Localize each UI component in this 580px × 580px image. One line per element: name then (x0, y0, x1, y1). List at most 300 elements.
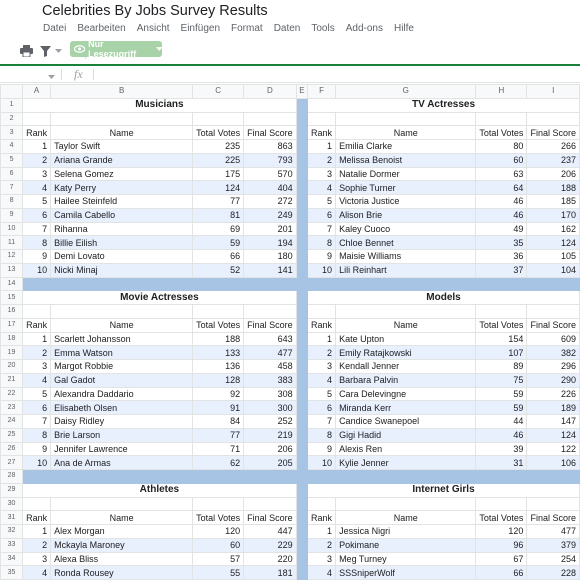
votes-header[interactable]: Total Votes (476, 318, 527, 332)
rank-header[interactable]: Rank (308, 511, 336, 525)
rank-cell[interactable]: 4 (308, 566, 336, 580)
score-cell[interactable]: 266 (527, 140, 580, 154)
cell[interactable] (193, 305, 244, 319)
score-cell[interactable]: 300 (244, 401, 297, 415)
score-cell[interactable]: 147 (527, 415, 580, 429)
rank-cell[interactable]: 6 (308, 208, 336, 222)
cell[interactable] (527, 305, 580, 319)
votes-cell[interactable]: 120 (476, 525, 527, 539)
row-header[interactable]: 17 (1, 318, 23, 332)
votes-cell[interactable]: 89 (476, 360, 527, 374)
name-cell[interactable]: Natalie Dormer (336, 167, 476, 181)
rank-cell[interactable]: 6 (23, 401, 51, 415)
menu-tools[interactable]: Tools (311, 23, 335, 34)
cell[interactable] (51, 305, 193, 319)
votes-cell[interactable]: 36 (476, 250, 527, 264)
rank-cell[interactable]: 7 (308, 222, 336, 236)
rank-cell[interactable]: 3 (23, 552, 51, 566)
votes-header[interactable]: Total Votes (476, 511, 527, 525)
rank-cell[interactable]: 2 (308, 346, 336, 360)
score-cell[interactable]: 404 (244, 181, 297, 195)
score-cell[interactable]: 254 (527, 552, 580, 566)
row-header[interactable]: 22 (1, 387, 23, 401)
name-cell[interactable]: Taylor Swift (51, 140, 193, 154)
score-cell[interactable]: 643 (244, 332, 297, 346)
rank-cell[interactable]: 10 (23, 263, 51, 277)
rank-header[interactable]: Rank (308, 126, 336, 140)
column-header-a[interactable]: A (23, 85, 51, 99)
votes-cell[interactable]: 77 (193, 195, 244, 209)
row-header[interactable]: 15 (1, 291, 23, 305)
rank-cell[interactable]: 3 (23, 360, 51, 374)
cell[interactable] (308, 497, 336, 511)
score-cell[interactable]: 447 (244, 525, 297, 539)
rank-cell[interactable]: 1 (308, 332, 336, 346)
rank-header[interactable]: Rank (308, 318, 336, 332)
column-header-e[interactable]: E (296, 85, 307, 99)
name-cell[interactable]: Hailee Steinfeld (51, 195, 193, 209)
rank-cell[interactable]: 7 (23, 222, 51, 236)
score-cell[interactable]: 229 (244, 538, 297, 552)
name-header[interactable]: Name (336, 126, 476, 140)
name-cell[interactable]: Demi Lovato (51, 250, 193, 264)
votes-cell[interactable]: 128 (193, 373, 244, 387)
rank-cell[interactable]: 4 (308, 373, 336, 387)
name-cell[interactable]: Barbara Palvin (336, 373, 476, 387)
votes-cell[interactable]: 60 (193, 538, 244, 552)
cell[interactable] (308, 112, 336, 126)
rank-cell[interactable]: 10 (308, 263, 336, 277)
name-header[interactable]: Name (51, 126, 193, 140)
score-cell[interactable]: 272 (244, 195, 297, 209)
name-cell[interactable]: Emilia Clarke (336, 140, 476, 154)
votes-cell[interactable]: 77 (193, 428, 244, 442)
score-cell[interactable]: 308 (244, 387, 297, 401)
cell[interactable] (51, 112, 193, 126)
votes-cell[interactable]: 91 (193, 401, 244, 415)
row-header[interactable]: 6 (1, 167, 23, 181)
score-cell[interactable]: 170 (527, 208, 580, 222)
menu-ansicht[interactable]: Ansicht (136, 23, 170, 34)
cell[interactable] (23, 305, 51, 319)
votes-cell[interactable]: 225 (193, 153, 244, 167)
rank-cell[interactable]: 5 (308, 195, 336, 209)
votes-cell[interactable]: 92 (193, 387, 244, 401)
score-cell[interactable]: 219 (244, 428, 297, 442)
name-cell[interactable]: Katy Perry (51, 181, 193, 195)
name-cell[interactable]: Pokimane (336, 538, 476, 552)
score-cell[interactable]: 226 (527, 387, 580, 401)
name-cell[interactable]: Victoria Justice (336, 195, 476, 209)
votes-cell[interactable]: 133 (193, 346, 244, 360)
section-title[interactable]: Athletes (23, 483, 297, 497)
column-header-g[interactable]: G (336, 85, 476, 99)
votes-cell[interactable]: 67 (476, 552, 527, 566)
column-header-b[interactable]: B (51, 85, 193, 99)
votes-cell[interactable]: 31 (476, 456, 527, 470)
name-cell[interactable]: Scarlett Johansson (51, 332, 193, 346)
cell[interactable] (193, 112, 244, 126)
cell[interactable] (527, 112, 580, 126)
select-all-corner[interactable] (1, 85, 23, 99)
name-cell[interactable]: Elisabeth Olsen (51, 401, 193, 415)
score-cell[interactable]: 228 (527, 566, 580, 580)
cell[interactable] (308, 305, 336, 319)
name-cell[interactable]: Rihanna (51, 222, 193, 236)
row-header[interactable]: 33 (1, 538, 23, 552)
name-cell[interactable]: Gal Gadot (51, 373, 193, 387)
row-header[interactable]: 1 (1, 98, 23, 112)
rank-cell[interactable]: 9 (308, 442, 336, 456)
row-header[interactable]: 24 (1, 415, 23, 429)
score-cell[interactable]: 206 (527, 167, 580, 181)
score-cell[interactable]: 793 (244, 153, 297, 167)
cell[interactable] (244, 112, 297, 126)
score-cell[interactable]: 124 (527, 428, 580, 442)
rank-cell[interactable]: 3 (308, 552, 336, 566)
name-cell[interactable]: Camila Cabello (51, 208, 193, 222)
cell[interactable] (244, 305, 297, 319)
votes-cell[interactable]: 49 (476, 222, 527, 236)
votes-cell[interactable]: 44 (476, 415, 527, 429)
rank-cell[interactable]: 5 (23, 195, 51, 209)
votes-cell[interactable]: 60 (476, 153, 527, 167)
row-header[interactable]: 14 (1, 277, 23, 291)
name-cell[interactable]: Kendall Jenner (336, 360, 476, 374)
score-header[interactable]: Final Score (527, 318, 580, 332)
rank-cell[interactable]: 2 (23, 538, 51, 552)
section-title[interactable]: Musicians (23, 98, 297, 112)
votes-cell[interactable]: 52 (193, 263, 244, 277)
rank-cell[interactable]: 9 (308, 250, 336, 264)
rank-cell[interactable]: 8 (308, 236, 336, 250)
row-header[interactable]: 31 (1, 511, 23, 525)
name-cell[interactable]: Jessica Nigri (336, 525, 476, 539)
name-cell[interactable]: Jennifer Lawrence (51, 442, 193, 456)
votes-cell[interactable]: 69 (193, 222, 244, 236)
rank-cell[interactable]: 1 (308, 140, 336, 154)
name-cell[interactable]: Kate Upton (336, 332, 476, 346)
cell[interactable] (23, 112, 51, 126)
votes-header[interactable]: Total Votes (193, 126, 244, 140)
row-header[interactable]: 29 (1, 483, 23, 497)
score-cell[interactable]: 188 (527, 181, 580, 195)
rank-cell[interactable]: 10 (23, 456, 51, 470)
menu-hilfe[interactable]: Hilfe (393, 23, 414, 34)
score-cell[interactable]: 141 (244, 263, 297, 277)
name-cell[interactable]: Ana de Armas (51, 456, 193, 470)
name-header[interactable]: Name (51, 511, 193, 525)
name-cell[interactable]: Ariana Grande (51, 153, 193, 167)
rank-cell[interactable]: 10 (308, 456, 336, 470)
rank-cell[interactable]: 5 (308, 387, 336, 401)
name-cell[interactable]: Billie Eilish (51, 236, 193, 250)
name-cell[interactable]: Margot Robbie (51, 360, 193, 374)
score-cell[interactable]: 206 (244, 442, 297, 456)
votes-cell[interactable]: 124 (193, 181, 244, 195)
row-header[interactable]: 3 (1, 126, 23, 140)
menu-addons[interactable]: Add-ons (345, 23, 383, 34)
row-header[interactable]: 19 (1, 346, 23, 360)
score-header[interactable]: Final Score (527, 126, 580, 140)
rank-cell[interactable]: 3 (308, 360, 336, 374)
score-cell[interactable]: 124 (527, 236, 580, 250)
row-header[interactable]: 21 (1, 373, 23, 387)
score-cell[interactable]: 181 (244, 566, 297, 580)
row-header[interactable]: 11 (1, 236, 23, 250)
votes-cell[interactable]: 35 (476, 236, 527, 250)
votes-cell[interactable]: 39 (476, 442, 527, 456)
votes-cell[interactable]: 81 (193, 208, 244, 222)
name-header[interactable]: Name (336, 511, 476, 525)
name-cell[interactable]: Alex Morgan (51, 525, 193, 539)
rank-cell[interactable]: 1 (308, 525, 336, 539)
section-title[interactable]: Internet Girls (308, 483, 580, 497)
name-cell[interactable]: Emily Ratajkowski (336, 346, 476, 360)
score-header[interactable]: Final Score (527, 511, 580, 525)
name-cell[interactable]: Meg Turney (336, 552, 476, 566)
votes-cell[interactable]: 57 (193, 552, 244, 566)
score-cell[interactable]: 189 (527, 401, 580, 415)
score-cell[interactable]: 382 (527, 346, 580, 360)
votes-cell[interactable]: 46 (476, 195, 527, 209)
name-cell[interactable]: Melissa Benoist (336, 153, 476, 167)
column-header-f[interactable]: F (308, 85, 336, 99)
cell[interactable] (336, 112, 476, 126)
row-header[interactable]: 28 (1, 470, 23, 484)
votes-cell[interactable]: 120 (193, 525, 244, 539)
name-cell[interactable]: Mckayla Maroney (51, 538, 193, 552)
rank-cell[interactable]: 7 (23, 415, 51, 429)
row-header[interactable]: 13 (1, 263, 23, 277)
name-cell[interactable]: Alexa Bliss (51, 552, 193, 566)
score-cell[interactable]: 609 (527, 332, 580, 346)
score-cell[interactable]: 570 (244, 167, 297, 181)
score-cell[interactable]: 180 (244, 250, 297, 264)
cell[interactable] (193, 497, 244, 511)
votes-cell[interactable]: 71 (193, 442, 244, 456)
score-header[interactable]: Final Score (244, 126, 297, 140)
name-cell[interactable]: Maisie Williams (336, 250, 476, 264)
section-title[interactable]: Movie Actresses (23, 291, 297, 305)
print-icon[interactable] (18, 43, 34, 59)
row-header[interactable]: 32 (1, 525, 23, 539)
name-cell[interactable]: SSSniperWolf (336, 566, 476, 580)
votes-cell[interactable]: 154 (476, 332, 527, 346)
row-header[interactable]: 27 (1, 456, 23, 470)
name-cell[interactable]: Emma Watson (51, 346, 193, 360)
chevron-down-icon[interactable] (53, 43, 63, 59)
score-cell[interactable]: 249 (244, 208, 297, 222)
name-header[interactable]: Name (51, 318, 193, 332)
name-cell[interactable]: Candice Swanepoel (336, 415, 476, 429)
votes-cell[interactable]: 59 (476, 401, 527, 415)
votes-cell[interactable]: 66 (476, 566, 527, 580)
rank-cell[interactable]: 7 (308, 415, 336, 429)
name-cell[interactable]: Kylie Jenner (336, 456, 476, 470)
row-header[interactable]: 16 (1, 305, 23, 319)
rank-cell[interactable]: 1 (23, 140, 51, 154)
filter-icon[interactable] (38, 43, 52, 59)
row-header[interactable]: 26 (1, 442, 23, 456)
row-header[interactable]: 2 (1, 112, 23, 126)
votes-cell[interactable]: 66 (193, 250, 244, 264)
score-cell[interactable]: 105 (527, 250, 580, 264)
name-cell[interactable]: Nicki Minaj (51, 263, 193, 277)
rank-cell[interactable]: 8 (23, 236, 51, 250)
score-cell[interactable]: 106 (527, 456, 580, 470)
name-cell[interactable]: Cara Delevingne (336, 387, 476, 401)
score-cell[interactable]: 252 (244, 415, 297, 429)
name-cell[interactable]: Chloe Bennet (336, 236, 476, 250)
votes-cell[interactable]: 107 (476, 346, 527, 360)
row-header[interactable]: 10 (1, 222, 23, 236)
score-cell[interactable]: 477 (244, 346, 297, 360)
votes-cell[interactable]: 46 (476, 428, 527, 442)
cell[interactable] (527, 497, 580, 511)
cell[interactable] (244, 497, 297, 511)
rank-cell[interactable]: 6 (308, 401, 336, 415)
cell[interactable] (476, 305, 527, 319)
row-header[interactable]: 25 (1, 428, 23, 442)
row-header[interactable]: 8 (1, 195, 23, 209)
score-header[interactable]: Final Score (244, 318, 297, 332)
votes-cell[interactable]: 59 (193, 236, 244, 250)
rank-cell[interactable]: 8 (308, 428, 336, 442)
score-cell[interactable]: 162 (527, 222, 580, 236)
votes-cell[interactable]: 55 (193, 566, 244, 580)
votes-cell[interactable]: 80 (476, 140, 527, 154)
votes-cell[interactable]: 64 (476, 181, 527, 195)
score-cell[interactable]: 458 (244, 360, 297, 374)
votes-cell[interactable]: 37 (476, 263, 527, 277)
rank-header[interactable]: Rank (23, 511, 51, 525)
score-cell[interactable]: 383 (244, 373, 297, 387)
votes-cell[interactable]: 62 (193, 456, 244, 470)
name-cell[interactable]: Kaley Cuoco (336, 222, 476, 236)
menu-daten[interactable]: Daten (273, 23, 301, 34)
rank-cell[interactable]: 6 (23, 208, 51, 222)
score-cell[interactable]: 296 (527, 360, 580, 374)
section-title[interactable]: TV Actresses (308, 98, 580, 112)
votes-cell[interactable]: 59 (476, 387, 527, 401)
name-cell[interactable]: Miranda Kerr (336, 401, 476, 415)
score-cell[interactable]: 220 (244, 552, 297, 566)
name-cell[interactable]: Brie Larson (51, 428, 193, 442)
rank-cell[interactable]: 3 (308, 167, 336, 181)
rank-cell[interactable]: 2 (308, 538, 336, 552)
row-header[interactable]: 30 (1, 497, 23, 511)
read-only-button[interactable] (70, 41, 162, 57)
score-header[interactable]: Final Score (244, 511, 297, 525)
row-header[interactable]: 4 (1, 140, 23, 154)
name-cell[interactable]: Alison Brie (336, 208, 476, 222)
rank-cell[interactable]: 3 (23, 167, 51, 181)
row-header[interactable]: 12 (1, 250, 23, 264)
cell[interactable] (23, 497, 51, 511)
votes-cell[interactable]: 63 (476, 167, 527, 181)
row-header[interactable]: 20 (1, 360, 23, 374)
name-cell[interactable]: Alexis Ren (336, 442, 476, 456)
name-cell[interactable]: Ronda Rousey (51, 566, 193, 580)
rank-cell[interactable]: 2 (23, 346, 51, 360)
rank-cell[interactable]: 5 (23, 387, 51, 401)
votes-cell[interactable]: 235 (193, 140, 244, 154)
menu-format[interactable]: Format (231, 23, 263, 34)
name-cell[interactable]: Gigi Hadid (336, 428, 476, 442)
rank-cell[interactable]: 4 (23, 181, 51, 195)
votes-cell[interactable]: 175 (193, 167, 244, 181)
chevron-down-icon[interactable] (46, 69, 56, 85)
section-title[interactable]: Models (308, 291, 580, 305)
document-title[interactable]: Celebrities By Jobs Survey Results (42, 3, 268, 19)
cell[interactable] (51, 497, 193, 511)
rank-cell[interactable]: 1 (23, 525, 51, 539)
cell[interactable] (476, 112, 527, 126)
votes-header[interactable]: Total Votes (193, 318, 244, 332)
rank-header[interactable]: Rank (23, 126, 51, 140)
row-header[interactable]: 23 (1, 401, 23, 415)
score-cell[interactable]: 379 (527, 538, 580, 552)
name-cell[interactable]: Alexandra Daddario (51, 387, 193, 401)
votes-cell[interactable]: 75 (476, 373, 527, 387)
votes-cell[interactable]: 136 (193, 360, 244, 374)
row-header[interactable]: 9 (1, 208, 23, 222)
rank-header[interactable]: Rank (23, 318, 51, 332)
votes-header[interactable]: Total Votes (476, 126, 527, 140)
row-header[interactable]: 35 (1, 566, 23, 580)
score-cell[interactable]: 205 (244, 456, 297, 470)
score-cell[interactable]: 122 (527, 442, 580, 456)
column-header-i[interactable]: I (527, 85, 580, 99)
rank-cell[interactable]: 2 (23, 153, 51, 167)
score-cell[interactable]: 863 (244, 140, 297, 154)
rank-cell[interactable]: 4 (308, 181, 336, 195)
row-header[interactable]: 7 (1, 181, 23, 195)
votes-header[interactable]: Total Votes (193, 511, 244, 525)
name-cell[interactable]: Sophie Turner (336, 181, 476, 195)
row-header[interactable]: 34 (1, 552, 23, 566)
rank-cell[interactable]: 4 (23, 566, 51, 580)
score-cell[interactable]: 185 (527, 195, 580, 209)
score-cell[interactable]: 477 (527, 525, 580, 539)
name-cell[interactable]: Selena Gomez (51, 167, 193, 181)
column-header-h[interactable]: H (476, 85, 527, 99)
name-header[interactable]: Name (336, 318, 476, 332)
score-cell[interactable]: 290 (527, 373, 580, 387)
score-cell[interactable]: 201 (244, 222, 297, 236)
votes-cell[interactable]: 84 (193, 415, 244, 429)
menu-einfuegen[interactable]: Einfügen (180, 23, 221, 34)
score-cell[interactable]: 194 (244, 236, 297, 250)
score-cell[interactable]: 237 (527, 153, 580, 167)
rank-cell[interactable]: 8 (23, 428, 51, 442)
rank-cell[interactable]: 9 (23, 250, 51, 264)
cell[interactable] (336, 497, 476, 511)
rank-cell[interactable]: 9 (23, 442, 51, 456)
votes-cell[interactable]: 188 (193, 332, 244, 346)
rank-cell[interactable]: 4 (23, 373, 51, 387)
votes-cell[interactable]: 46 (476, 208, 527, 222)
column-header-d[interactable]: D (244, 85, 297, 99)
rank-cell[interactable]: 2 (308, 153, 336, 167)
name-cell[interactable]: Lili Reinhart (336, 263, 476, 277)
name-cell[interactable]: Daisy Ridley (51, 415, 193, 429)
row-header[interactable]: 5 (1, 153, 23, 167)
rank-cell[interactable]: 1 (23, 332, 51, 346)
row-header[interactable]: 18 (1, 332, 23, 346)
cell[interactable] (476, 497, 527, 511)
